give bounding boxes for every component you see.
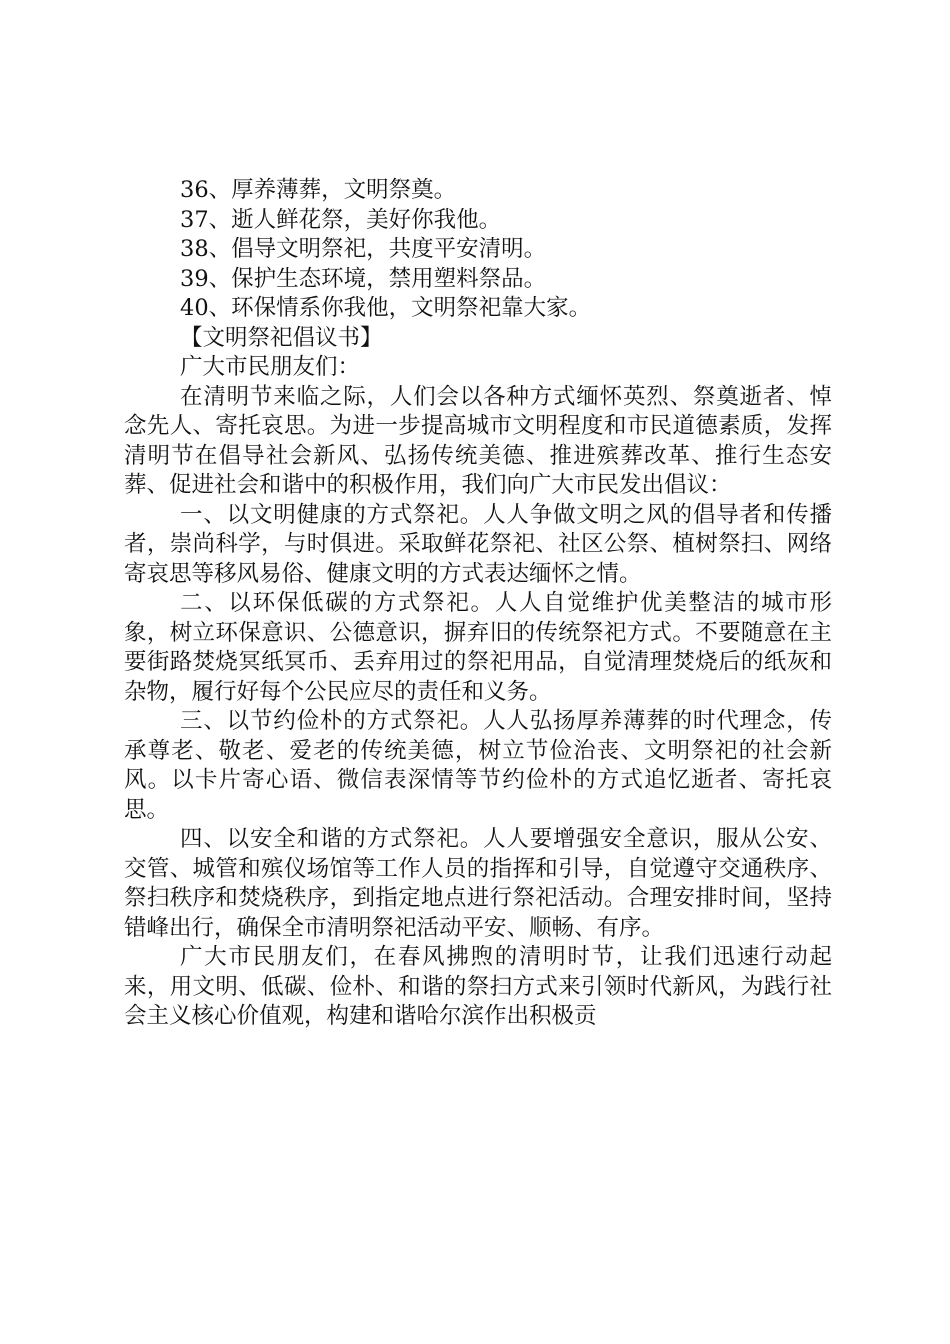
proposal-salutation: 广大市民朋友们： (180, 354, 361, 380)
slogan-38: 38、倡导文明祭祀，共度平安清明。 (180, 236, 547, 262)
slogan-37: 37、逝人鲜花祭，美好你我他。 (180, 206, 502, 233)
slogan-36: 36、厚养薄葬，文明祭奠。 (180, 177, 457, 203)
slogan-39: 39、保护生态环境，禁用塑料祭品。 (180, 265, 547, 292)
proposal-title: 【文明祭祀倡议书】 (180, 324, 383, 351)
proposal-item-4: 四、以安全和谐的方式祭祀。人人要增强安全意识，服从公安、交管、城管和殡仪场馆等工作人员的指挥和引导，自觉遵守交通秩序、祭扫秩序和焚烧秩序，到指定地点进行祭祀活动。合理安排时间，坚持错峰出行，确保全市清明祭祀活动平安、顺畅、有序。 (124, 826, 832, 941)
proposal-item-1: 一、以文明健康的方式祭祀。人人争做文明之风的倡导者和传播者，崇尚科学，与时俱进。采取鲜花祭祀、社区公祭、植树祭扫、网络寄哀思等移风易俗、健康文明的方式表达缅怀之情。 (124, 501, 832, 587)
proposal-item-3: 三、以节约俭朴的方式祭祀。人人弘扬厚养薄葬的时代理念，传承尊老、敬老、爱老的传统美德，树立节俭治丧、文明祭祀的社会新风。以卡片寄心语、微信表深情等节约俭朴的方式追忆逝者、寄托哀思。 (124, 708, 832, 823)
proposal-intro: 在清明节来临之际，人们会以各种方式缅怀英烈、祭奠逝者、悼念先人、寄托哀思。为进一步提高城市文明程度和市民道德素质，发挥清明节在倡导社会新风、弘扬传统美德、推进殡葬改革、推行生态安葬、促进社会和谐中的积极作用，我们向广大市民发出倡议： (124, 383, 832, 498)
proposal-item-2: 二、以环保低碳的方式祭祀。人人自觉维护优美整洁的城市形象，树立环保意识、公德意识，摒弃旧的传统祭祀方式。不要随意在主要街路焚烧冥纸冥币、丢弃用过的祭祀用品，自觉清理焚烧后的纸灰和杂物，履行好每个公民应尽的责任和义务。 (124, 590, 832, 705)
slogan-40: 40、环保情系你我他，文明祭祀靠大家。 (180, 295, 592, 321)
proposal-closing: 广大市民朋友们，在春风拂煦的清明时节，让我们迅速行动起来，用文明、低碳、俭朴、和谐的祭扫方式来引领时代新风，为践行社会主义核心价值观，构建和谐哈尔滨作出积极贡 (124, 944, 832, 1029)
document-body (124, 176, 832, 1032)
